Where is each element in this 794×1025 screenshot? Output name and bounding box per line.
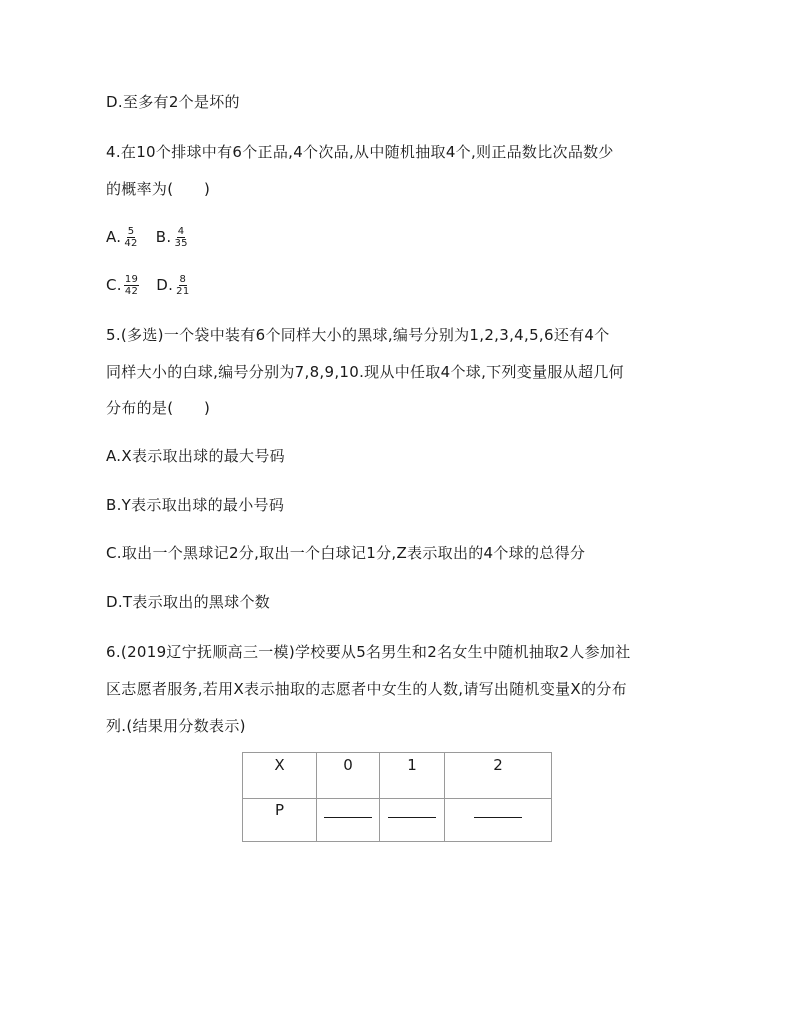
answer-blank-2[interactable]	[445, 799, 552, 842]
q4-options-row2	[106, 274, 193, 297]
denominator: 35	[174, 238, 188, 249]
answer-blank-0[interactable]	[317, 799, 380, 842]
q5-option-c[interactable]: C.取出一个黑球记2分,取出一个白球记1分,Z表示取出的4个球的总得分	[106, 544, 586, 562]
answer-blank-1[interactable]	[380, 799, 445, 842]
numerator: 5	[127, 226, 135, 237]
q4-option-c[interactable]	[106, 274, 141, 297]
option-label: C.	[106, 276, 122, 294]
denominator: 42	[124, 238, 138, 249]
fraction	[124, 274, 139, 297]
q4-options-row1	[106, 226, 191, 249]
fraction	[173, 226, 188, 249]
denominator: 42	[124, 286, 139, 297]
distribution-table	[242, 752, 552, 842]
q5-option-a[interactable]: A.X表示取出球的最大号码	[106, 447, 285, 465]
table-row	[243, 799, 552, 842]
q4-option-a[interactable]	[106, 226, 141, 249]
q4-stem-line1: 4.在10个排球中有6个正品,4个次品,从中随机抽取4个,则正品数比次品数少	[106, 143, 614, 161]
blank-line	[388, 801, 436, 818]
q3-option-d: D.至多有2个是坏的	[106, 93, 240, 111]
numerator: 4	[177, 226, 185, 237]
q6-stem-line3: 列.(结果用分数表示)	[106, 717, 246, 735]
numerator: 19	[124, 274, 139, 285]
table-header-2: 2	[445, 753, 552, 799]
numerator: 8	[179, 274, 187, 285]
option-label: B.	[155, 228, 172, 246]
blank-line	[324, 801, 372, 818]
q6-stem-line2: 区志愿者服务,若用X表示抽取的志愿者中女生的人数,请写出随机变量X的分布	[106, 680, 627, 698]
table-header-x: X	[243, 753, 317, 799]
q5-stem-line1: 5.(多选)一个袋中装有6个同样大小的黑球,编号分别为1,2,3,4,5,6还有4个	[106, 326, 610, 344]
fraction	[123, 226, 138, 249]
q5-stem-line3: 分布的是( )	[106, 399, 211, 417]
q4-option-d[interactable]	[156, 274, 192, 297]
table-header-1: 1	[380, 753, 445, 799]
table-label-p: P	[243, 799, 317, 842]
blank-line	[474, 801, 522, 818]
denominator: 21	[176, 286, 190, 297]
q4-stem-line2: 的概率为( )	[106, 180, 211, 198]
q5-option-d[interactable]: D.T表示取出的黑球个数	[106, 593, 271, 611]
q4-option-b[interactable]	[156, 226, 191, 249]
table-row	[243, 753, 552, 799]
fraction	[175, 274, 190, 297]
table-header-0: 0	[317, 753, 380, 799]
q5-option-b[interactable]: B.Y表示取出球的最小号码	[106, 496, 285, 514]
q5-stem-line2: 同样大小的白球,编号分别为7,8,9,10.现从中任取4个球,下列变量服从超几何	[106, 363, 624, 381]
option-label: D.	[156, 276, 174, 294]
q6-stem-line1: 6.(2019辽宁抚顺高三一模)学校要从5名男生和2名女生中随机抽取2人参加社	[106, 643, 631, 661]
option-label: A.	[106, 228, 122, 246]
